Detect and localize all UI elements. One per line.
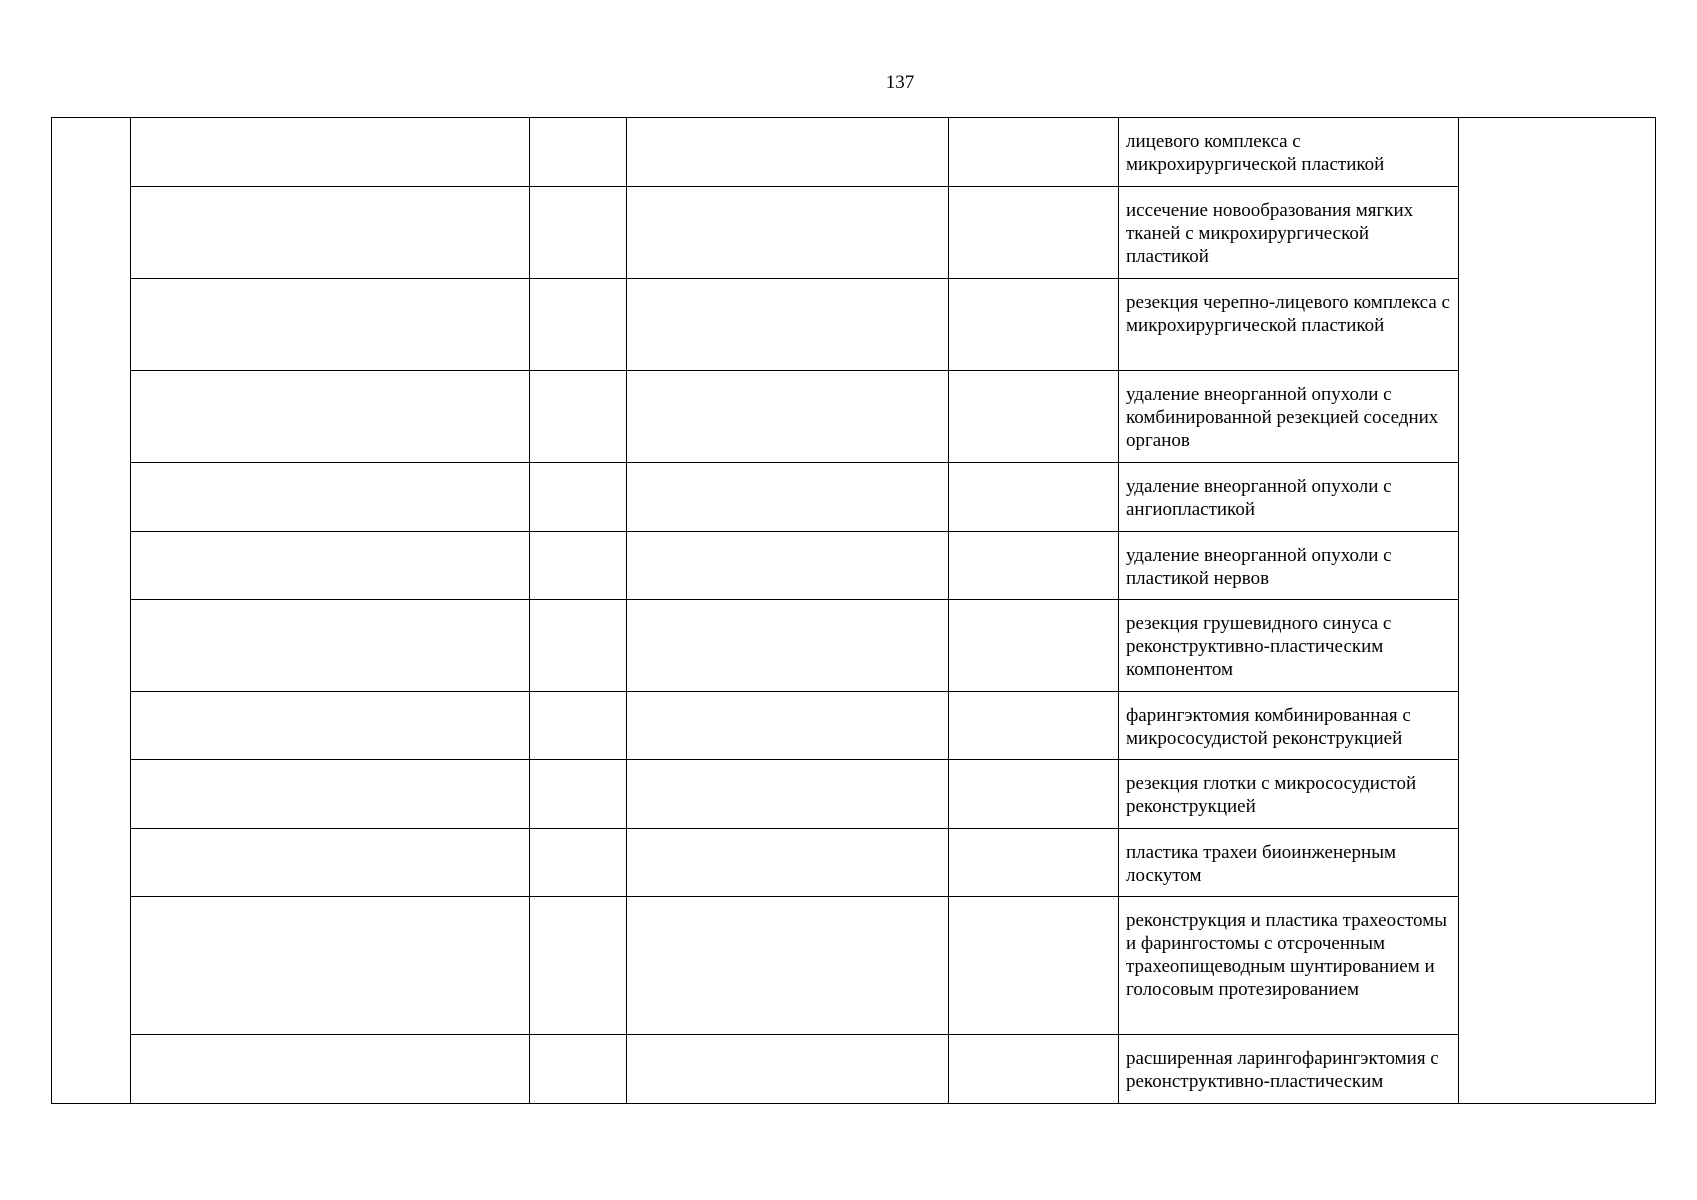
col4-cell: [627, 187, 949, 279]
col3-cell: [530, 600, 627, 692]
col3-cell: [530, 532, 627, 600]
col3-cell: [530, 279, 627, 371]
col5-cell: [949, 692, 1119, 760]
col2-cell: [131, 692, 530, 760]
col4-cell: [627, 829, 949, 897]
table-row: [52, 187, 1656, 279]
col2-cell: [131, 187, 530, 279]
col5-cell: [949, 829, 1119, 897]
table-row: [52, 1035, 1656, 1104]
table-row: [52, 897, 1656, 1035]
col3-cell: [530, 897, 627, 1035]
col5-cell: [949, 600, 1119, 692]
col4-cell: [627, 371, 949, 463]
procedure-cell: резекция глотки с микрососудистой реконструкцией: [1119, 760, 1459, 829]
col2-cell: [131, 463, 530, 532]
col2-cell: [131, 829, 530, 897]
col3-cell: [530, 187, 627, 279]
col2-cell: [131, 760, 530, 829]
table-row: [52, 532, 1656, 600]
col2-cell: [131, 1035, 530, 1104]
col4-cell: [627, 692, 949, 760]
col2-cell: [131, 532, 530, 600]
col1-cell: [52, 118, 131, 1104]
table-row: [52, 279, 1656, 371]
col4-cell: [627, 760, 949, 829]
procedure-cell: реконструкция и пластика трахеостомы и фарингостомы с отсроченным трахеопищеводным шунтированием и голосовым протезированием: [1119, 897, 1459, 1035]
col5-cell: [949, 371, 1119, 463]
procedure-cell: расширенная ларингофарингэктомия с реконструктивно-пластическим: [1119, 1035, 1459, 1104]
procedures-table: [51, 117, 1656, 1104]
col3-cell: [530, 371, 627, 463]
table-row: [52, 463, 1656, 532]
col7-cell: [1459, 118, 1656, 1104]
procedure-cell: фарингэктомия комбинированная с микрососудистой реконструкцией: [1119, 692, 1459, 760]
table-row: [52, 600, 1656, 692]
procedure-cell: резекция черепно-лицевого комплекса с микрохирургической пластикой: [1119, 279, 1459, 371]
col4-cell: [627, 532, 949, 600]
col4-cell: [627, 463, 949, 532]
col3-cell: [530, 463, 627, 532]
col2-cell: [131, 897, 530, 1035]
col4-cell: [627, 897, 949, 1035]
col3-cell: [530, 692, 627, 760]
col3-cell: [530, 760, 627, 829]
col3-cell: [530, 118, 627, 187]
procedure-cell: удаление внеорганной опухоли с комбинированной резекцией соседних органов: [1119, 371, 1459, 463]
page-number: 137: [885, 72, 915, 93]
col5-cell: [949, 279, 1119, 371]
table-row: [52, 760, 1656, 829]
col2-cell: [131, 279, 530, 371]
col5-cell: [949, 187, 1119, 279]
col4-cell: [627, 1035, 949, 1104]
table-row: [52, 692, 1656, 760]
procedure-cell: удаление внеорганной опухоли с пластикой нервов: [1119, 532, 1459, 600]
col3-cell: [530, 1035, 627, 1104]
table-row: [52, 829, 1656, 897]
col2-cell: [131, 118, 530, 187]
col3-cell: [530, 829, 627, 897]
col5-cell: [949, 760, 1119, 829]
col5-cell: [949, 897, 1119, 1035]
col5-cell: [949, 118, 1119, 187]
col5-cell: [949, 1035, 1119, 1104]
col4-cell: [627, 118, 949, 187]
table-row: [52, 371, 1656, 463]
col2-cell: [131, 600, 530, 692]
col4-cell: [627, 600, 949, 692]
procedure-cell: иссечение новообразования мягких тканей с микрохирургической пластикой: [1119, 187, 1459, 279]
table-row: [52, 118, 1656, 187]
procedure-cell: пластика трахеи биоинженерным лоскутом: [1119, 829, 1459, 897]
procedure-cell: лицевого комплекса с микрохирургической пластикой: [1119, 118, 1459, 187]
col2-cell: [131, 371, 530, 463]
procedure-cell: резекция грушевидного синуса с реконструктивно-пластическим компонентом: [1119, 600, 1459, 692]
col5-cell: [949, 532, 1119, 600]
procedure-cell: удаление внеорганной опухоли с ангиопластикой: [1119, 463, 1459, 532]
col4-cell: [627, 279, 949, 371]
col5-cell: [949, 463, 1119, 532]
